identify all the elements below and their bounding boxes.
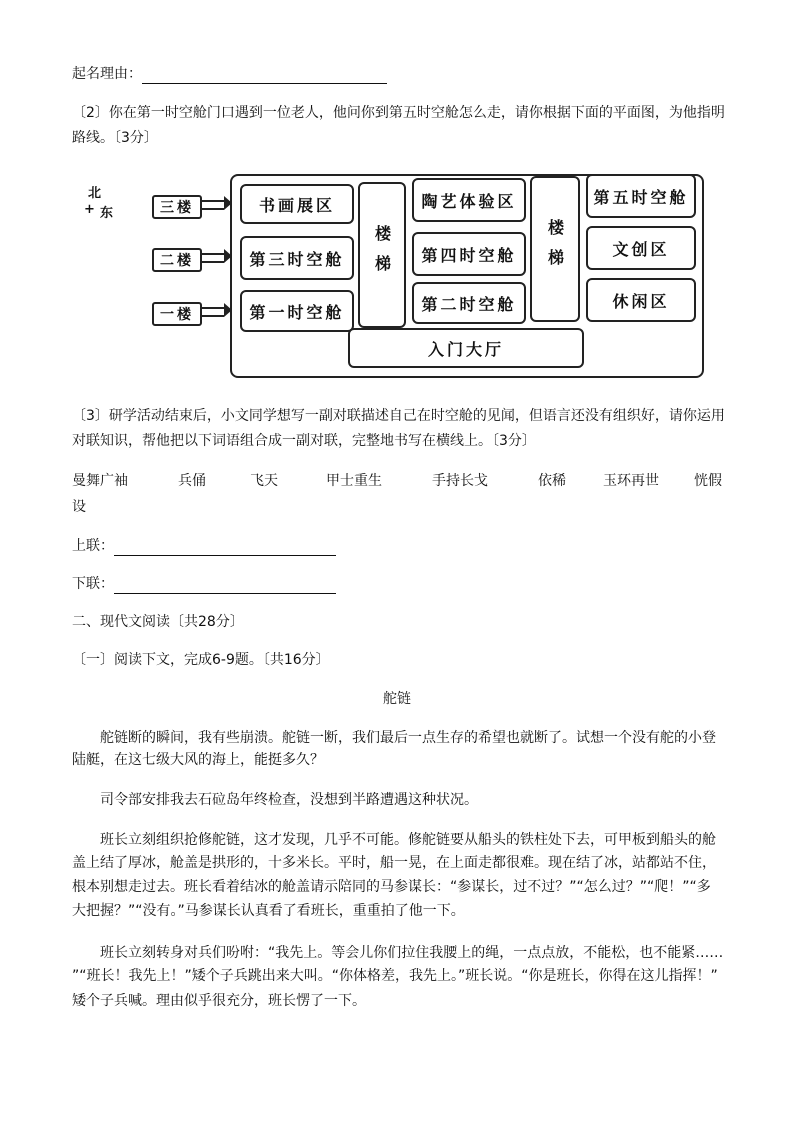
room-lobby: 入门大厅	[348, 328, 584, 368]
room-capsule-1: 第一时空舱	[240, 290, 354, 332]
floor-plan-diagram	[84, 168, 706, 384]
naming-reason-label: 起名理由：	[72, 66, 142, 82]
article-title: 舵链	[383, 691, 411, 707]
arrow-floor-3-icon	[202, 200, 224, 210]
naming-reason-blank[interactable]	[142, 67, 387, 84]
word-item: 依稀	[538, 473, 566, 489]
naming-reason-line	[72, 64, 387, 84]
word-item: 飞天	[250, 473, 278, 489]
word-item: 曼舞广袖	[72, 473, 128, 489]
word-overflow: 设	[72, 499, 86, 515]
para1-line2: 陆艇，在这七级大风的海上，能挺多久？	[72, 752, 324, 768]
para4-line1: 班长立刻转身对兵们吩咐：“我先上。等会儿你们拉住我腰上的绳，一点点放，不能松，也不能紧……	[100, 945, 724, 961]
floor-label-1: 一楼	[152, 302, 202, 326]
para2: 司令部安排我去石砬岛年终检查，没想到半路遭遇这种状况。	[100, 792, 478, 808]
para3-line2: 盖上结了厚冰，舱盖是拱形的，十多米长。平时，船一晃，在上面走都很难。现在结了冰，站都站不住，	[72, 855, 716, 871]
q2-text-line1: 〔2〕你在第一时空舱门口遇到一位老人，他问你到第五时空舱怎么走，请你根据下面的平面图，为他指明	[72, 105, 725, 121]
q2-text-line2: 路线。〔3分〕	[72, 130, 158, 146]
word-item: 甲士重生	[326, 473, 382, 489]
para1-line1: 舵链断的瞬间，我有些崩溃。舵链一断，我们最后一点生存的希望也就断了。试想一个没有舵的小登	[100, 730, 716, 746]
compass-arrow-icon: +	[84, 202, 95, 217]
lower-couplet-blank[interactable]	[114, 577, 336, 594]
section-heading: 二、现代文阅读〔共28分〕	[72, 614, 244, 630]
lower-couplet-line	[72, 574, 336, 594]
compass-east: 东	[100, 206, 114, 221]
room-capsule-5: 第五时空舱	[586, 174, 696, 218]
stairs-left: 楼梯	[358, 182, 406, 328]
compass-north: 北	[88, 186, 102, 201]
para4-line3: 矮个子兵喊。理由似乎很充分，班长愣了一下。	[72, 993, 366, 1009]
upper-couplet-label: 上联：	[72, 538, 114, 554]
word-item: 兵俑	[178, 473, 206, 489]
para4-line2: ”“班长！我先上！”矮个子兵跳出来大叫。“你体格差，我先上。”班长说。“你是班长，你得在这儿指挥！”	[72, 968, 718, 984]
q3-text-line2: 对联知识，帮他把以下词语组合成一副对联，完整地书写在横线上。〔3分〕	[72, 433, 536, 449]
upper-couplet-blank[interactable]	[114, 539, 336, 556]
stairs-right: 楼梯	[530, 176, 580, 322]
para3-line1: 班长立刻组织抢修舵链，这才发现，几乎不可能。修舵链要从船头的铁柱处下去，可甲板到船头的舱	[100, 832, 716, 848]
arrow-floor-1-icon	[202, 307, 224, 317]
word-item: 玉环再世	[603, 473, 659, 489]
word-item: 恍假	[694, 473, 722, 489]
room-creative: 文创区	[586, 226, 696, 270]
room-ceramics: 陶艺体验区	[412, 178, 526, 222]
room-capsule-3: 第三时空舱	[240, 236, 354, 280]
para3-line3: 根本别想走过去。班长看着结冰的舱盖请示陪同的马参谋长：“参谋长，过不过？”“怎么过？”“爬！”“多	[72, 879, 711, 895]
room-leisure: 休闲区	[586, 278, 696, 322]
para3-line4: 大把握？”“没有。”马参谋长认真看了看班长，重重拍了他一下。	[72, 903, 465, 919]
room-capsule-4: 第四时空舱	[412, 232, 526, 276]
floor-label-2: 二楼	[152, 248, 202, 272]
room-calligraphy: 书画展区	[240, 184, 354, 224]
subsection-heading: 〔一〕阅读下文，完成6-9题。〔共16分〕	[72, 652, 330, 668]
arrow-floor-2-icon	[202, 253, 224, 263]
q3-text-line1: 〔3〕研学活动结束后，小文同学想写一副对联描述自己在时空舱的见闻，但语言还没有组织好，请你运用	[72, 408, 725, 424]
upper-couplet-line	[72, 536, 336, 556]
lower-couplet-label: 下联：	[72, 576, 114, 592]
word-item: 手持长戈	[432, 473, 488, 489]
couplet-word-list	[72, 470, 724, 520]
floor-label-3: 三楼	[152, 195, 202, 219]
room-capsule-2: 第二时空舱	[412, 282, 526, 324]
